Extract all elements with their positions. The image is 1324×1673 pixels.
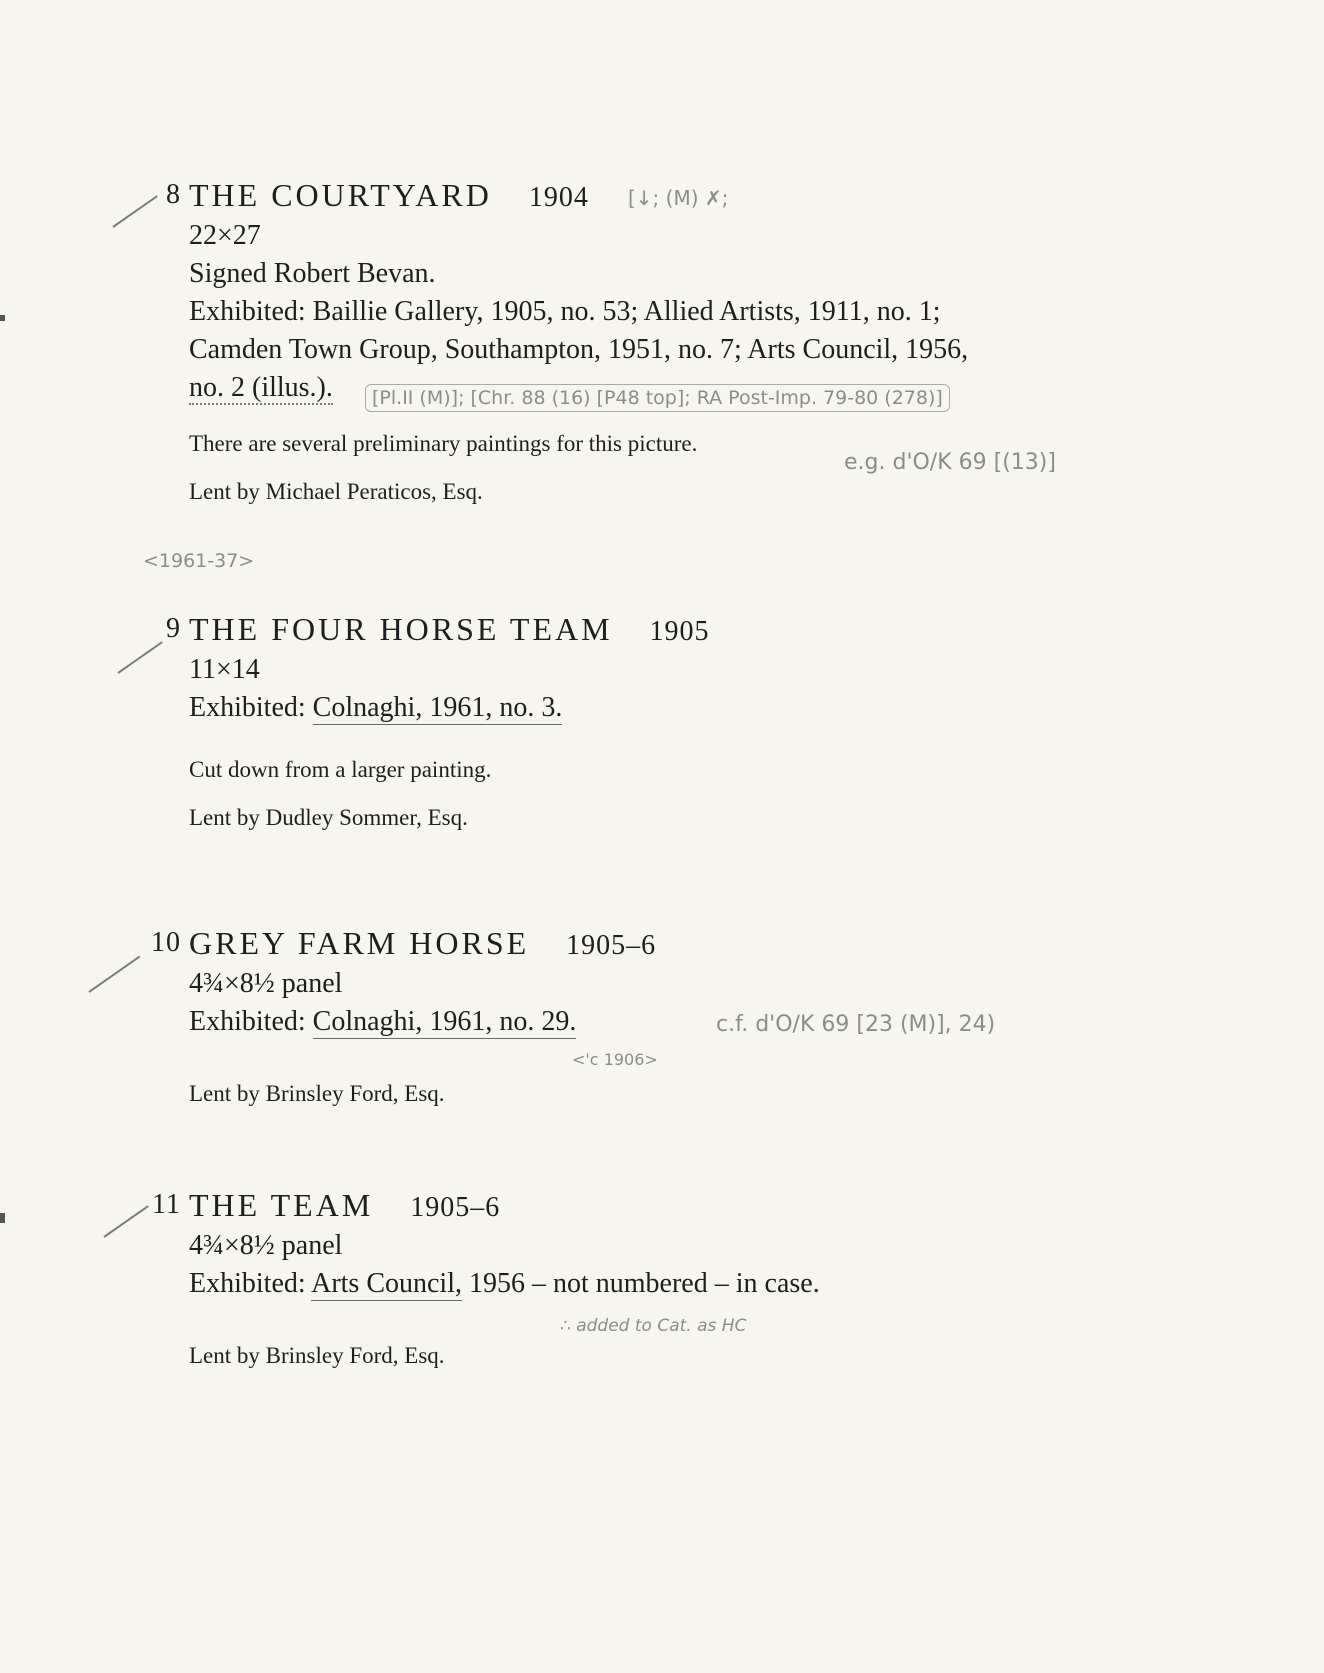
entry-lender: Lent by Michael Peraticos, Esq. [189,479,483,504]
pencil-tick-mark [88,956,140,993]
exhibited-ref: Arts Council, [311,1268,462,1299]
exhibited-label: Exhibited: [189,1268,312,1299]
entry-exhibited-line-2: Camden Town Group, Southampton, 1951, no. 7; Arts Council, 1956, [189,334,969,365]
pencil-annotation: [↓; (M) ✗; [628,186,729,210]
exhibited-label: Exhibited: [189,1006,313,1037]
entry-title: GREY FARM HORSE [189,925,530,961]
entry-title: THE COURTYARD [189,177,492,213]
exhibited-ref: no. 2 (illus.). [189,372,333,403]
scan-edge-mark [0,1213,5,1223]
entry-exhibited [189,689,710,727]
exhibited-rest: 1956 – not numbered – in case. [462,1268,820,1299]
entry-year: 1905 [649,616,710,647]
entry-size: 4¾×8½ panel [189,1230,343,1261]
pencil-tick-mark [112,195,157,228]
entry-number: 8 [166,179,181,210]
entry-lender: Lent by Brinsley Ford, Esq. [189,1343,445,1368]
entry-number: 10 [151,927,181,958]
pencil-annotation: <'c 1906> [572,1050,658,1069]
entry-heading [152,1186,820,1227]
exhibited-ref: Colnaghi, 1961, no. 29. [312,1006,577,1037]
catalogue-entry-11 [152,1186,820,1371]
entry-lender: Lent by Brinsley Ford, Esq. [189,1081,445,1106]
exhibited-label: Exhibited: [189,692,313,723]
entry-year: 1905–6 [566,930,657,961]
pencil-annotation: ∴ added to Cat. as HC [560,1316,747,1336]
entry-exhibited [189,1265,820,1303]
entry-signature: Signed Robert Bevan. [189,258,436,289]
entry-note: There are several preliminary paintings for this picture. [189,431,698,456]
entry-exhibited [189,1003,656,1041]
entry-title: THE FOUR HORSE TEAM [189,611,613,647]
entry-year: 1904 [528,182,589,213]
catalogue-entry-10 [151,924,657,1109]
exhibited-ref: Colnaghi, 1961, no. 3. [312,692,563,723]
entry-number: 11 [152,1189,181,1220]
catalogue-entry-9 [166,610,710,833]
entry-heading [166,610,710,651]
entry-note: Cut down from a larger painting. [189,757,492,782]
pencil-annotation: c.f. d'O/K 69 [23 (M)], 24) [716,1012,996,1037]
pencil-tick-mark [117,641,162,674]
pencil-annotation: <1961-37> [143,550,255,572]
entry-size: 11×14 [189,654,260,685]
entry-number: 9 [166,613,181,644]
entry-size: 4¾×8½ panel [189,968,343,999]
entry-heading [151,924,657,965]
pencil-annotation: e.g. d'O/K 69 [(13)] [844,450,1056,475]
entry-exhibited-line-1: Exhibited: Baillie Gallery, 1905, no. 53; Allied Artists, 1911, no. 1; [189,296,941,327]
pencil-tick-mark [103,1205,148,1238]
entry-heading [166,176,968,217]
entry-size: 22×27 [189,220,261,251]
entry-title: THE TEAM [189,1187,374,1223]
pencil-annotation: [Pl.II (M)]; [Chr. 88 (16) [P48 top]; RA Post-Imp. 79-80 (278)] [365,384,950,412]
entry-year: 1905–6 [410,1192,501,1223]
entry-lender: Lent by Dudley Sommer, Esq. [189,805,468,830]
scan-edge-mark [0,315,5,321]
